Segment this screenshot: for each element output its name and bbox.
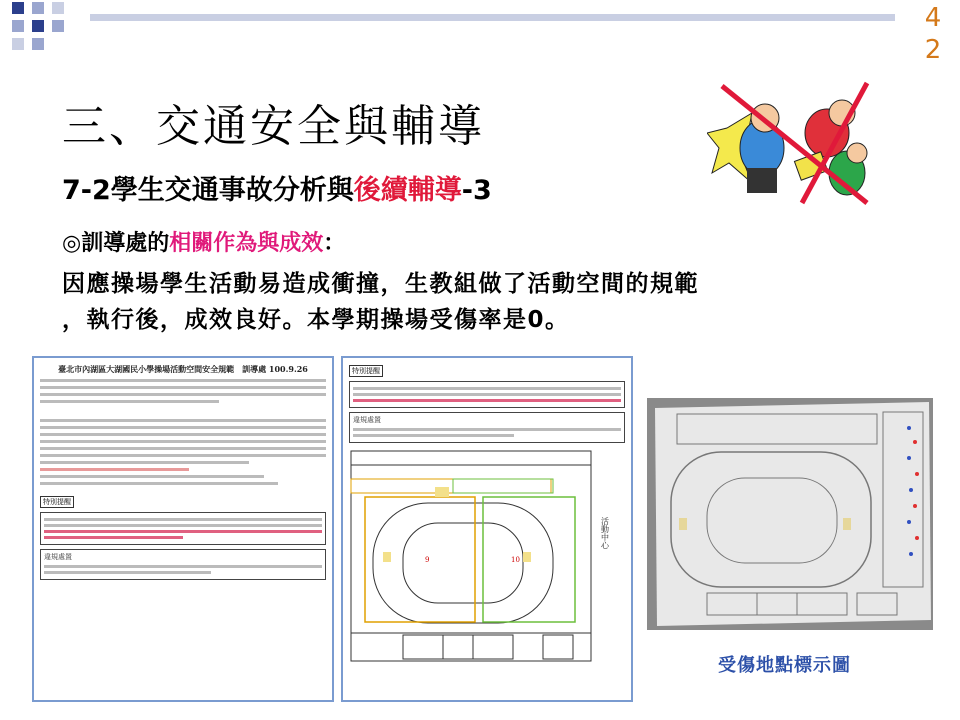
document-line (353, 393, 621, 396)
document-line (40, 440, 326, 443)
page-number: 4 2 (924, 3, 942, 65)
document-line (40, 454, 326, 457)
photo-caption: 受傷地點標示圖 (718, 655, 851, 676)
document-heading: 臺北市內湖區大湖國民小學操場活動空間安全規範 訓導處 100.9.26 (58, 364, 308, 374)
decorative-squares (0, 0, 90, 50)
document-line (353, 428, 621, 431)
bullet-heading: ◎訓導處的相關作為與成效： (62, 231, 346, 256)
reminder-box (40, 512, 326, 545)
slide-title: 三、交通安全與輔導 (62, 101, 485, 152)
safety-rules-document (32, 356, 334, 702)
document-line (44, 571, 211, 574)
collision-cartoon-icon (707, 78, 877, 208)
zone-number: 10 (511, 556, 520, 564)
document-line (353, 387, 621, 390)
document-line (40, 475, 264, 478)
document-line (40, 379, 326, 382)
document-line (44, 565, 322, 568)
activity-center-label: 活動中心 (600, 517, 610, 549)
document-line (44, 536, 183, 539)
document-line (44, 518, 322, 521)
violation-box: 違規處置 (349, 412, 625, 443)
injury-map-board (647, 398, 933, 630)
zone-number: 9 (425, 556, 430, 564)
section-tag: 特別提醒 (349, 365, 383, 377)
injury-location-photo (647, 398, 933, 630)
document-line (44, 524, 322, 527)
decorative-header-bar (90, 14, 895, 21)
document-line (40, 433, 326, 436)
section-tag: 特別提醒 (40, 496, 74, 508)
document-line (40, 447, 326, 450)
document-line (40, 386, 326, 389)
body-paragraph: 因應操場學生活動易造成衝撞，生教組做了活動空間的規範 ，執行後，成效良好。本學期操場受傷率是0。 (62, 271, 699, 333)
document-line (40, 468, 189, 471)
document-line (44, 530, 322, 533)
document-line (40, 426, 326, 429)
document-line (353, 434, 514, 437)
reminder-box (349, 381, 625, 408)
field-map-diagram (343, 447, 631, 667)
document-line (40, 482, 278, 485)
document-line (40, 461, 249, 464)
document-line (40, 419, 326, 422)
document-line (40, 393, 326, 396)
document-line (353, 399, 621, 402)
field-map-document (341, 356, 633, 702)
slide-subtitle: 7-2學生交通事故分析與後續輔導-3 (62, 175, 492, 206)
violation-box: 違規處置 (40, 549, 326, 580)
document-line (40, 400, 219, 403)
